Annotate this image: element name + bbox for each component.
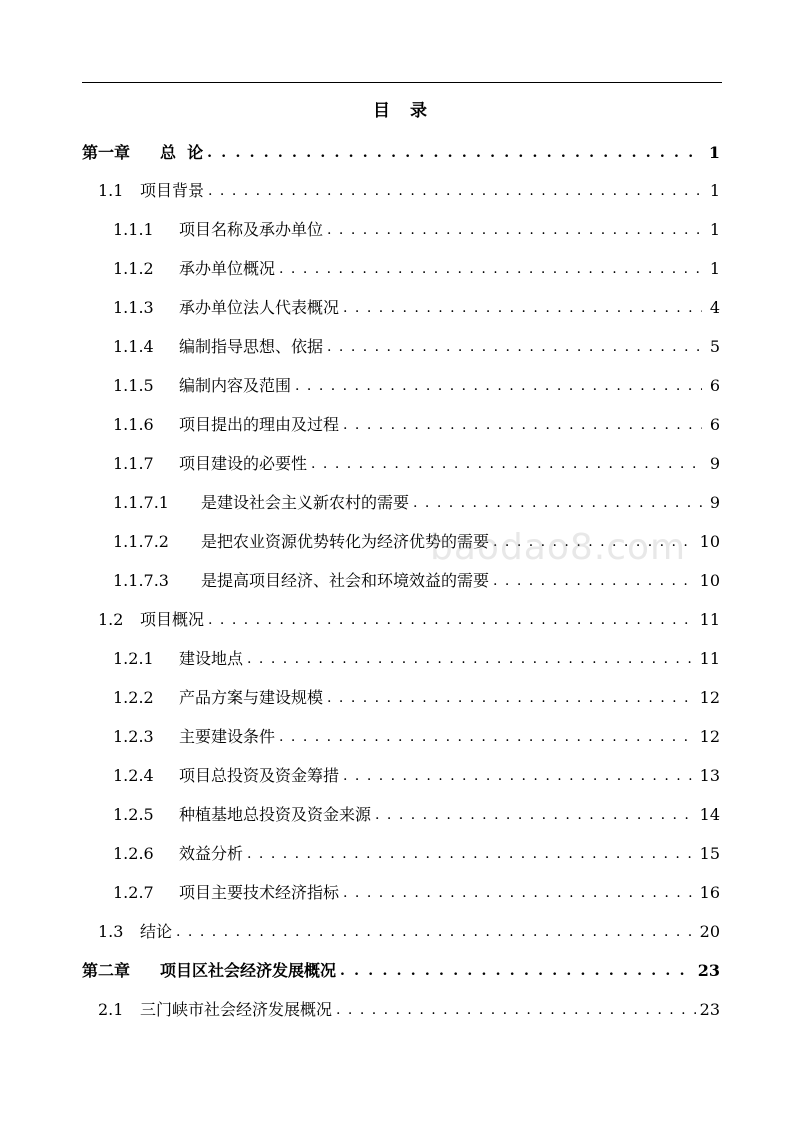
toc-dot-leader <box>343 766 696 786</box>
toc-entry-page-number: 12 <box>699 727 720 746</box>
toc-entry-label: 项目概况 <box>140 610 205 629</box>
toc-entry-page-number: 1 <box>709 259 720 278</box>
toc-dot-leader <box>343 298 702 318</box>
toc-entry-page-number: 5 <box>709 337 720 356</box>
toc-entry-label: 主要建设条件 <box>179 727 276 746</box>
toc-entry-number: 1.1.3 <box>113 298 154 317</box>
toc-entry-page-number: 6 <box>709 415 720 434</box>
toc-entry[interactable] <box>113 840 720 864</box>
toc-entry-label: 是把农业资源优势转化为经济优势的需要 <box>201 532 490 551</box>
toc-title-char-2: 录 <box>410 101 427 121</box>
toc-entry[interactable] <box>113 489 720 513</box>
toc-entry-page-number: 13 <box>699 766 720 785</box>
toc-entry-page-number: 16 <box>699 883 720 902</box>
toc-entry-number: 1.1.2 <box>113 259 154 278</box>
toc-entry-number: 1.2.2 <box>113 688 154 707</box>
toc-entry-label: 项目背景 <box>140 181 205 200</box>
toc-dot-leader <box>247 649 696 669</box>
toc-entry-label: 项目建设的必要性 <box>179 454 308 473</box>
toc-entry[interactable] <box>113 333 720 357</box>
toc-dot-leader <box>327 688 696 708</box>
toc-entry-number: 1.2.1 <box>113 649 154 668</box>
toc-entry[interactable] <box>113 255 720 279</box>
toc-entry-page-number: 12 <box>699 688 720 707</box>
toc-entry-page-number: 11 <box>699 610 720 629</box>
toc-entry-label: 项目提出的理由及过程 <box>179 415 340 434</box>
toc-entry-label: 总 论 <box>160 143 204 162</box>
toc-entry-page-number: 1 <box>708 143 720 162</box>
toc-entry-number: 1.1.1 <box>113 220 154 239</box>
toc-dot-leader <box>208 181 702 201</box>
toc-entry-label: 三门峡市社会经济发展概况 <box>140 1000 333 1019</box>
toc-entry-page-number: 14 <box>699 805 720 824</box>
toc-entry-number: 1.1.6 <box>113 415 154 434</box>
toc-entry-number: 第一章 <box>82 143 131 162</box>
toc-entry-label: 产品方案与建设规模 <box>179 688 324 707</box>
toc-entry-number: 1.2.3 <box>113 727 154 746</box>
toc-entry-page-number: 6 <box>709 376 720 395</box>
header-rule <box>82 82 722 83</box>
toc-dot-leader <box>176 922 696 942</box>
toc-dot-leader <box>340 961 694 981</box>
toc-entry-label: 是提高项目经济、社会和环境效益的需要 <box>201 571 490 590</box>
toc-dot-leader <box>327 337 702 357</box>
toc-entry-label: 项目总投资及资金筹措 <box>179 766 340 785</box>
toc-entry[interactable] <box>113 645 720 669</box>
toc-entry-page-number: 20 <box>699 922 720 941</box>
toc-entry[interactable] <box>113 684 720 708</box>
toc-title <box>0 96 800 121</box>
toc-entry[interactable] <box>113 294 720 318</box>
toc-entry[interactable] <box>113 762 720 786</box>
toc-dot-leader <box>343 883 696 903</box>
toc-entry-number: 1.1.5 <box>113 376 154 395</box>
toc-entry[interactable] <box>113 801 720 825</box>
toc-entry[interactable] <box>98 606 720 630</box>
toc-dot-leader <box>311 454 702 474</box>
toc-entry-number: 1.2.7 <box>113 883 154 902</box>
toc-dot-leader <box>493 571 696 591</box>
toc-dot-leader <box>336 1000 696 1020</box>
toc-entry-label: 效益分析 <box>179 844 244 863</box>
toc-entry-label: 承办单位法人代表概况 <box>179 298 340 317</box>
watermark: baodao8.com <box>430 527 687 568</box>
toc-entry[interactable] <box>113 723 720 747</box>
toc-entry-label: 种植基地总投资及资金来源 <box>179 805 372 824</box>
toc-dot-leader <box>207 143 702 163</box>
toc-dot-leader <box>279 259 702 279</box>
toc-entry-page-number: 1 <box>709 181 720 200</box>
toc-entry[interactable] <box>113 411 720 435</box>
toc-entry[interactable] <box>113 216 720 240</box>
toc-entry-page-number: 9 <box>709 493 720 512</box>
toc-entry[interactable] <box>82 139 720 163</box>
toc-dot-leader <box>327 220 702 240</box>
toc-entry-number: 1.1.4 <box>113 337 154 356</box>
toc-dot-leader <box>343 415 702 435</box>
toc-entry-number: 第二章 <box>82 961 131 980</box>
toc-entry-number: 1.3 <box>98 922 124 941</box>
toc-entry-number: 1.1.7.2 <box>113 532 169 551</box>
toc-dot-leader <box>247 844 696 864</box>
toc-entry-page-number: 9 <box>709 454 720 473</box>
toc-entry-label: 项目主要技术经济指标 <box>179 883 340 902</box>
toc-entry-page-number: 11 <box>699 649 720 668</box>
toc-entry[interactable] <box>98 177 720 201</box>
toc-entry-label: 建设地点 <box>179 649 244 668</box>
toc-entry-number: 2.1 <box>98 1000 124 1019</box>
toc-entry-label: 编制内容及范围 <box>179 376 292 395</box>
toc-entry-page-number: 23 <box>699 1000 720 1019</box>
toc-entry-page-number: 4 <box>709 298 720 317</box>
toc-entry[interactable] <box>113 450 720 474</box>
toc-entry-label: 项目区社会经济发展概况 <box>160 961 337 980</box>
toc-entry-number: 1.1.7 <box>113 454 154 473</box>
toc-entry-number: 1.2.4 <box>113 766 154 785</box>
toc-entry[interactable] <box>113 567 720 591</box>
toc-entry-label: 承办单位概况 <box>179 259 276 278</box>
toc-entry[interactable] <box>98 918 720 942</box>
toc-entry-page-number: 1 <box>709 220 720 239</box>
toc-title-char-1: 目 <box>373 101 390 121</box>
toc-entry[interactable] <box>113 372 720 396</box>
toc-dot-leader <box>279 727 696 747</box>
toc-entry-page-number: 23 <box>697 961 720 980</box>
toc-entry-label: 是建设社会主义新农村的需要 <box>201 493 410 512</box>
toc-entry-number: 1.1 <box>98 181 124 200</box>
toc-entry-number: 1.1.7.3 <box>113 571 169 590</box>
toc-entry-number: 1.2 <box>98 610 124 629</box>
toc-entry-page-number: 10 <box>699 571 720 590</box>
toc-entry-page-number: 15 <box>699 844 720 863</box>
toc-entry-label: 编制指导思想、依据 <box>179 337 324 356</box>
toc-dot-leader <box>375 805 696 825</box>
toc-entry-label: 项目名称及承办单位 <box>179 220 324 239</box>
toc-entry-number: 1.2.6 <box>113 844 154 863</box>
toc-dot-leader <box>413 493 702 513</box>
toc-entry[interactable] <box>82 957 720 981</box>
toc-entry-page-number: 10 <box>699 532 720 551</box>
toc-entry-number: 1.2.5 <box>113 805 154 824</box>
toc-entry-number: 1.1.7.1 <box>113 493 169 512</box>
toc-dot-leader <box>295 376 702 396</box>
toc-entry[interactable] <box>113 879 720 903</box>
toc-entry[interactable] <box>98 996 720 1020</box>
toc-dot-leader <box>208 610 696 630</box>
toc-entry-label: 结论 <box>140 922 173 941</box>
